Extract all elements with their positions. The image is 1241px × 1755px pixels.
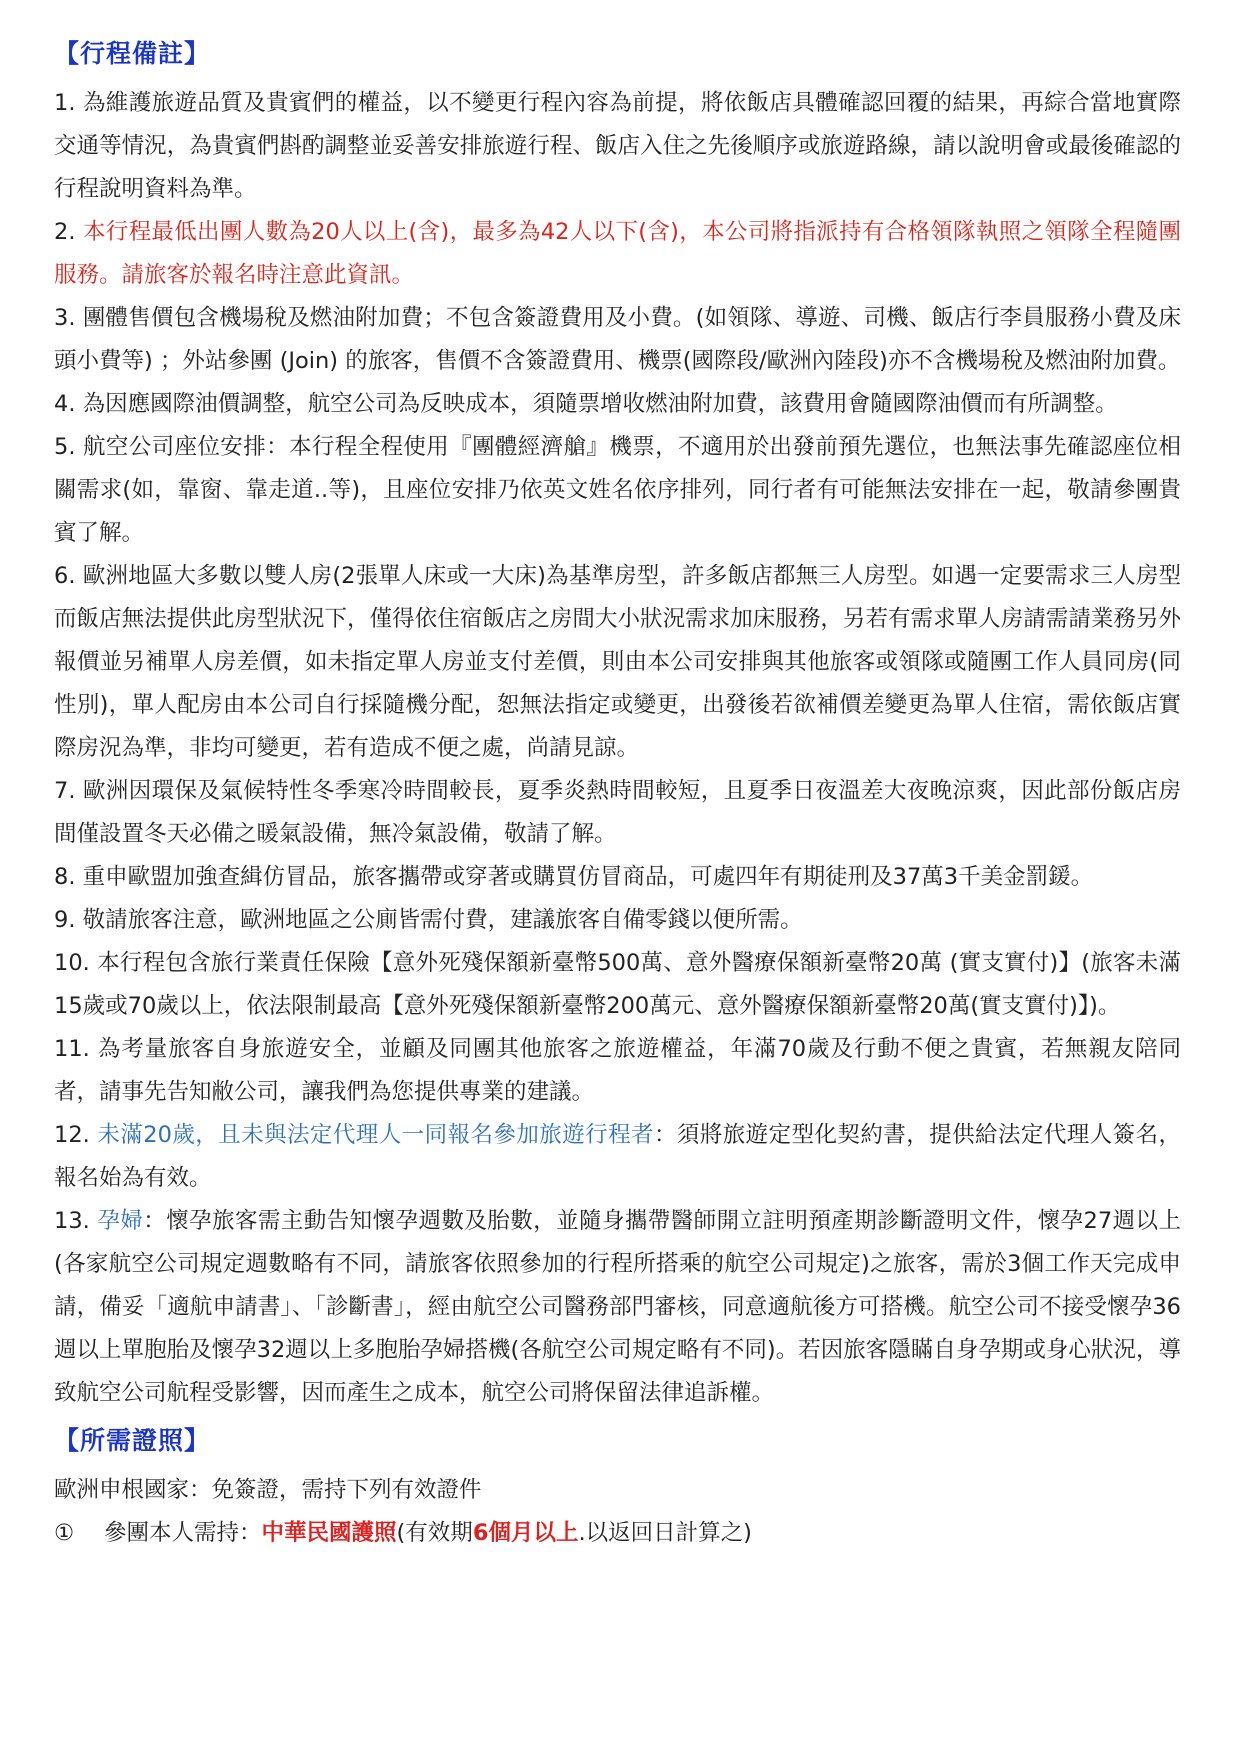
note-highlight: 孕婦 [97, 1208, 144, 1234]
requirement-prefix: 參團本人需持： [104, 1520, 262, 1546]
note-text: 團體售價包含機場稅及燃油附加費；不包含簽證費用及小費。(如領隊、導遊、司機、飯店行李員服務小費及床頭小費等) ；外站參團 (Join) 的旅客，售價不含簽證費用、機票(國際段/歐洲內陸段)亦不含機場稅及燃油附加費。 [54, 305, 1182, 374]
note-number: 11. [54, 1036, 90, 1062]
note-number: 9. [54, 907, 76, 933]
note-text: ：須將旅遊定型化契約書，提供給法定代理人簽名，報名始為有效。 [54, 1122, 1181, 1191]
note-item-6 [54, 555, 1181, 770]
note-number: 7. [54, 778, 76, 804]
note-item-12 [54, 1114, 1181, 1200]
validity-period: 6個月以上 [472, 1520, 579, 1546]
note-text: 重申歐盟加強查緝仿冒品，旅客攜帶或穿著或購買仿冒商品，可處四年有期徒刑及37萬3千美金罰鍰。 [82, 864, 1094, 890]
section-title-documents: 【所需證照】 [54, 1426, 211, 1455]
note-item-8 [54, 856, 1181, 899]
requirement-mid: (有效期 [396, 1520, 473, 1546]
note-number: 2. [54, 219, 76, 245]
note-number: 1. [54, 90, 76, 116]
note-text: 敬請旅客注意，歐洲地區之公廁皆需付費，建議旅客自備零錢以便所需。 [82, 907, 803, 933]
document-requirement-1 [54, 1512, 1181, 1555]
note-number: 12. [54, 1122, 90, 1148]
note-item-2 [54, 211, 1181, 297]
note-text: ：懷孕旅客需主動告知懷孕週數及胎數，並隨身攜帶醫師開立註明預產期診斷證明文件，懷孕27週以上(各家航空公司規定週數略有不同，請旅客依照參加的行程所搭乘的航空公司規定)之旅客，需於3個工作天完成申請，備妥「適航申請書」、「診斷書」，經由航空公司醫務部門審核，同意適航後方可搭機。航空公司不接受懷孕36週以上單胞胎及懷孕32週以上多胞胎孕婦搭機(各航空公司規定略有不同)。若因旅客隱瞞自身孕期或身心狀況，導致航空公司航程受影響，因而產生之成本，航空公司將保留法律追訴權。 [54, 1208, 1181, 1406]
note-text: 為考量旅客自身旅遊安全，並顧及同團其他旅客之旅遊權益，年滿70歲及行動不便之貴賓，若無親友陪同者，請事先告知敝公司，讓我們為您提供專業的建議。 [54, 1036, 1181, 1105]
note-item-11 [54, 1028, 1181, 1114]
passport-name: 中華民國護照 [261, 1520, 397, 1546]
note-text: 本行程最低出團人數為20人以上(含)，最多為42人以下(含)，本公司將指派持有合格領隊執照之領隊全程隨團服務。請旅客於報名時注意此資訊。 [54, 219, 1181, 288]
note-highlight: 未滿20歲，且未與法定代理人一同報名參加旅遊行程者 [97, 1122, 654, 1148]
note-text: 航空公司座位安排：本行程全程使用『團體經濟艙』機票，不適用於出發前預先選位，也無法事先確認座位相關需求(如，靠窗、靠走道..等)，且座位安排乃依英文姓名依序排列，同行者有可能無法安排在一起，敬請參團貴賓了解。 [54, 434, 1181, 546]
note-number: 5. [54, 434, 76, 460]
note-item-10 [54, 942, 1181, 1028]
note-text: 本行程包含旅行業責任保險【意外死殘保額新臺幣500萬、意外醫療保額新臺幣20萬 (實支實付)】(旅客未滿15歲或70歲以上，依法限制最高【意外死殘保額新臺幣200萬元、意外醫療保額新臺幣20萬(實支實付)】)。 [54, 950, 1181, 1019]
note-item-1 [54, 82, 1181, 211]
note-item-3 [54, 297, 1181, 383]
documents-intro: 歐洲申根國家：免簽證，需持下列有效證件 [54, 1477, 482, 1503]
note-text: 為因應國際油價調整，航空公司為反映成本，須隨票增收燃油附加費，該費用會隨國際油價而有所調整。 [82, 391, 1118, 417]
note-text: 歐洲因環保及氣候特性冬季寒冷時間較長，夏季炎熱時間較短，且夏季日夜溫差大夜晚涼爽，因此部份飯店房間僅設置冬天必備之暖氣設備，無冷氣設備，敬請了解。 [54, 778, 1181, 847]
note-number: 13. [54, 1208, 90, 1234]
document-requirement-text [104, 1512, 752, 1555]
note-item-5 [54, 426, 1181, 555]
note-item-4 [54, 383, 1181, 426]
note-number: 4. [54, 391, 76, 417]
note-text: 為維護旅遊品質及貴賓們的權益，以不變更行程內容為前提，將依飯店具體確認回覆的結果，再綜合當地實際交通等情況，為貴賓們斟酌調整並妥善安排旅遊行程、飯店入住之先後順序或旅遊路線，請以說明會或最後確認的行程說明資料為準。 [54, 90, 1181, 202]
note-number: 10. [54, 950, 90, 976]
note-text: 歐洲地區大多數以雙人房(2張單人床或一大床)為基準房型，許多飯店都無三人房型。如遇一定要需求三人房型而飯店無法提供此房型狀況下，僅得依住宿飯店之房間大小狀況需求加床服務，另若有需求單人房請需請業務另外報價並另補單人房差價，如未指定單人房並支付差價，則由本公司安排與其他旅客或領隊或隨團工作人員同房(同性別)，單人配房由本公司自行採隨機分配，恕無法指定或變更，出發後若欲補價差變更為單人住宿，需依飯店實際房況為準，非均可變更，若有造成不便之處，尚請見諒。 [54, 563, 1182, 761]
circled-number-marker: ① [54, 1520, 75, 1546]
note-item-7 [54, 770, 1181, 856]
note-number: 6. [54, 563, 76, 589]
note-number: 8. [54, 864, 76, 890]
note-item-13 [54, 1200, 1181, 1415]
note-item-9 [54, 899, 1181, 942]
note-number: 3. [54, 305, 76, 331]
section-title-notes: 【行程備註】 [54, 39, 211, 68]
requirement-suffix: .以返回日計算之) [578, 1520, 752, 1546]
